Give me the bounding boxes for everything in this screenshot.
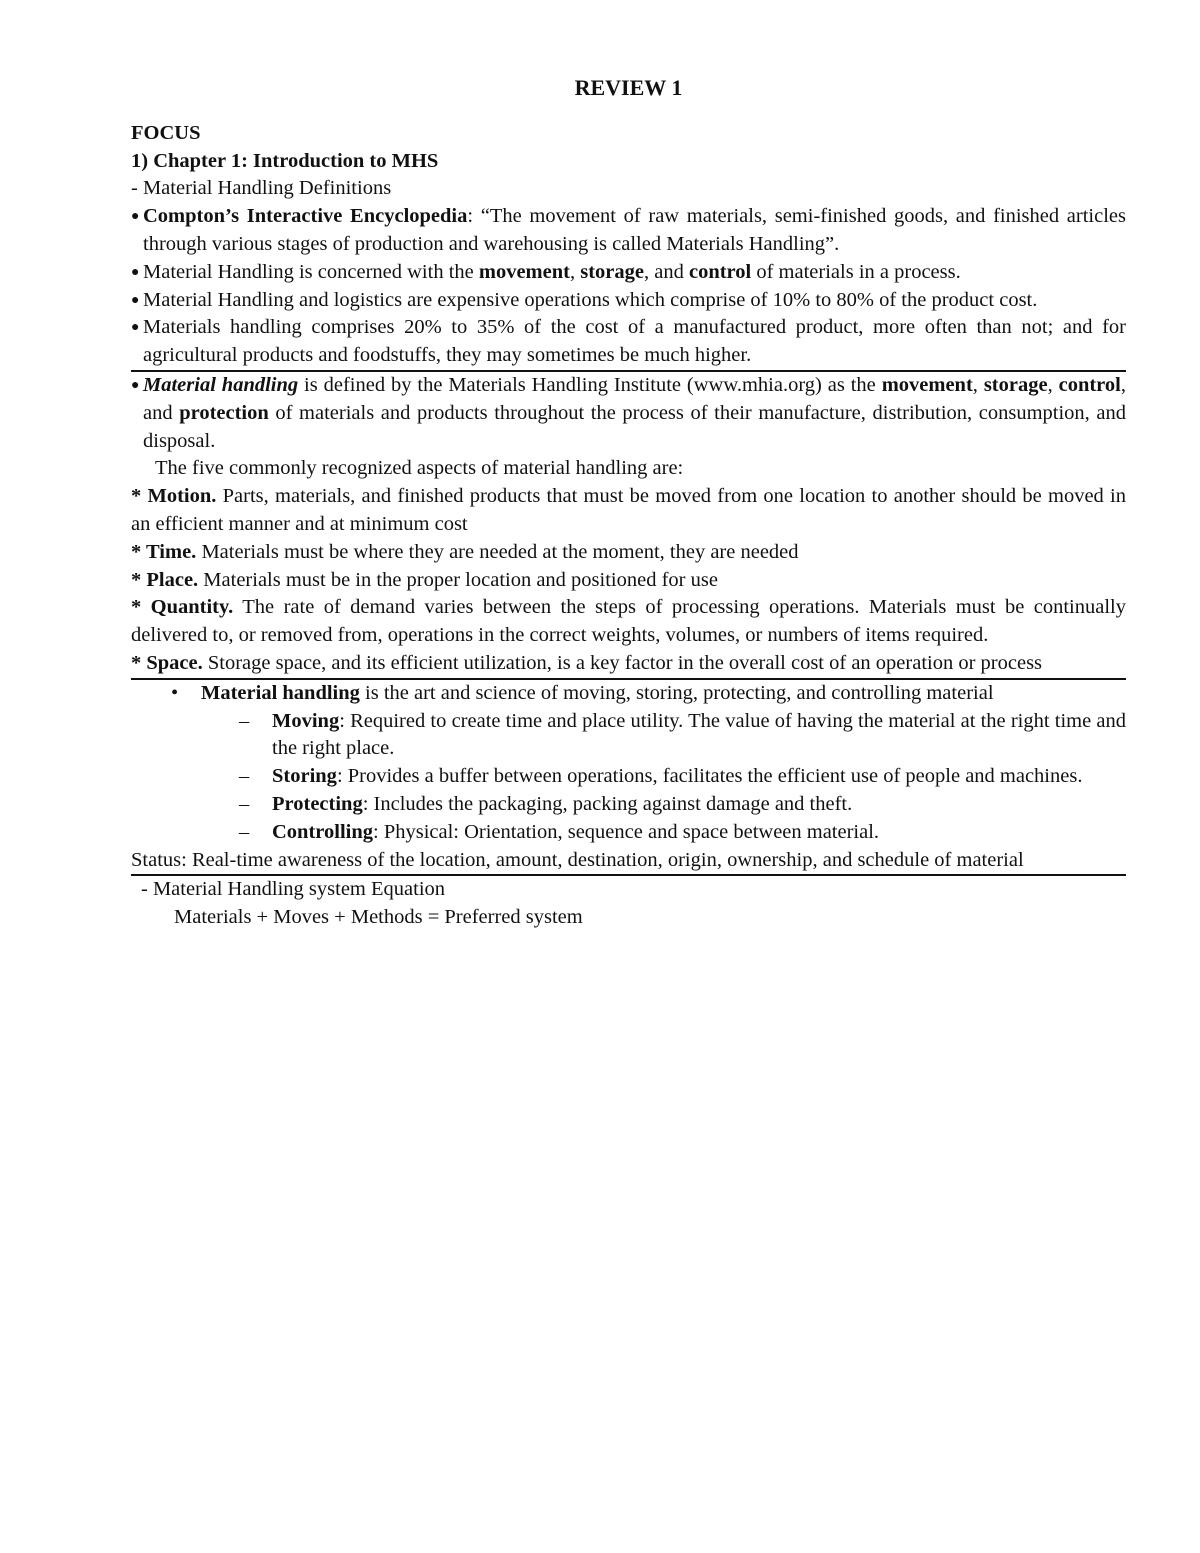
- bullet-cost: ● Materials handling comprises 20% to 35% of the cost of a manufactured product, more often than not; and for agricultural products and foodstuffs, they may sometimes be much higher.: [131, 316, 1126, 367]
- bullet-concerned: ● Material Handling is concerned with the movement, storage, and control of materials in a process.: [131, 259, 1126, 287]
- aspect-time: * Time. Materials must be where they are needed at the moment, they are needed: [131, 540, 799, 563]
- sub-storing: – Storing: Provides a buffer between operations, facilitates the efficient use of people and machines.: [131, 763, 1126, 791]
- aspect-space: * Space. Storage space, and its efficient utilization, is a key factor in the overall cost of an operation or process: [131, 651, 1043, 674]
- bullet-icon: ●: [131, 292, 140, 308]
- aspect-place: * Place. Materials must be in the proper location and positioned for use: [131, 568, 718, 591]
- dash-icon: –: [239, 709, 250, 732]
- bullet-compton: ● Compton’s Interactive Encyclopedia: “The movement of raw materials, semi-finished goods, and finished articles through various stages of production and warehousing is called Materials Handling”.: [131, 205, 1126, 255]
- aspect-quantity: * Quantity. The rate of demand varies between the steps of processing operations. Materials must be continually delivered to, or removed from, operations in the correct weights, volumes, or numbers of items required.: [131, 596, 1126, 647]
- aspects-intro: The five commonly recognized aspects of material handling are:: [155, 457, 684, 480]
- page-title: REVIEW 1: [574, 75, 683, 100]
- focus-heading: FOCUS: [131, 121, 201, 144]
- dash-icon: –: [239, 765, 250, 788]
- bullet-mhia-definition: ● Material handling is defined by the Materials Handling Institute (www.mhia.org) as the movement, storage, control, and protection of materials and products throughout the process of their manufacture, distribution, consumption, and disposal.: [131, 373, 1126, 452]
- document-body: [131, 74, 1126, 932]
- dash-icon: –: [239, 792, 250, 815]
- equation-heading: - Material Handling system Equation: [141, 878, 446, 901]
- bullet-icon: ●: [131, 264, 140, 280]
- status-paragraph: Status: Real-time awareness of the location, amount, destination, origin, ownership, and schedule of material: [131, 848, 1024, 871]
- bullet-icon: ●: [131, 377, 140, 393]
- chapter-heading: 1) Chapter 1: Introduction to MHS: [131, 149, 439, 172]
- bullet-icon: ●: [131, 209, 140, 225]
- bullet-logistics: ● Material Handling and logistics are expensive operations which comprise of 10% to 80% of the product cost.: [131, 287, 1126, 315]
- bullet-icon: ●: [131, 320, 140, 336]
- mh-art-science: • Material handling is the art and science of moving, storing, protecting, and controlling material: [131, 680, 1126, 708]
- equation: Materials + Moves + Methods = Preferred system: [174, 906, 583, 929]
- sub-moving: – Moving: Required to create time and place utility. The value of having the material at the right time and the right place.: [239, 709, 1126, 760]
- sub-controlling: – Controlling: Physical: Orientation, sequence and space between material.: [131, 819, 1126, 847]
- aspect-motion: * Motion. Parts, materials, and finished products that must be moved from one location to another should be moved in an efficient manner and at minimum cost: [131, 485, 1126, 535]
- dash-icon: –: [239, 820, 250, 843]
- bullet-icon: •: [171, 681, 179, 704]
- definitions-heading: - Material Handling Definitions: [131, 177, 392, 200]
- sub-protecting: – Protecting: Includes the packaging, packing against damage and theft.: [131, 791, 1126, 819]
